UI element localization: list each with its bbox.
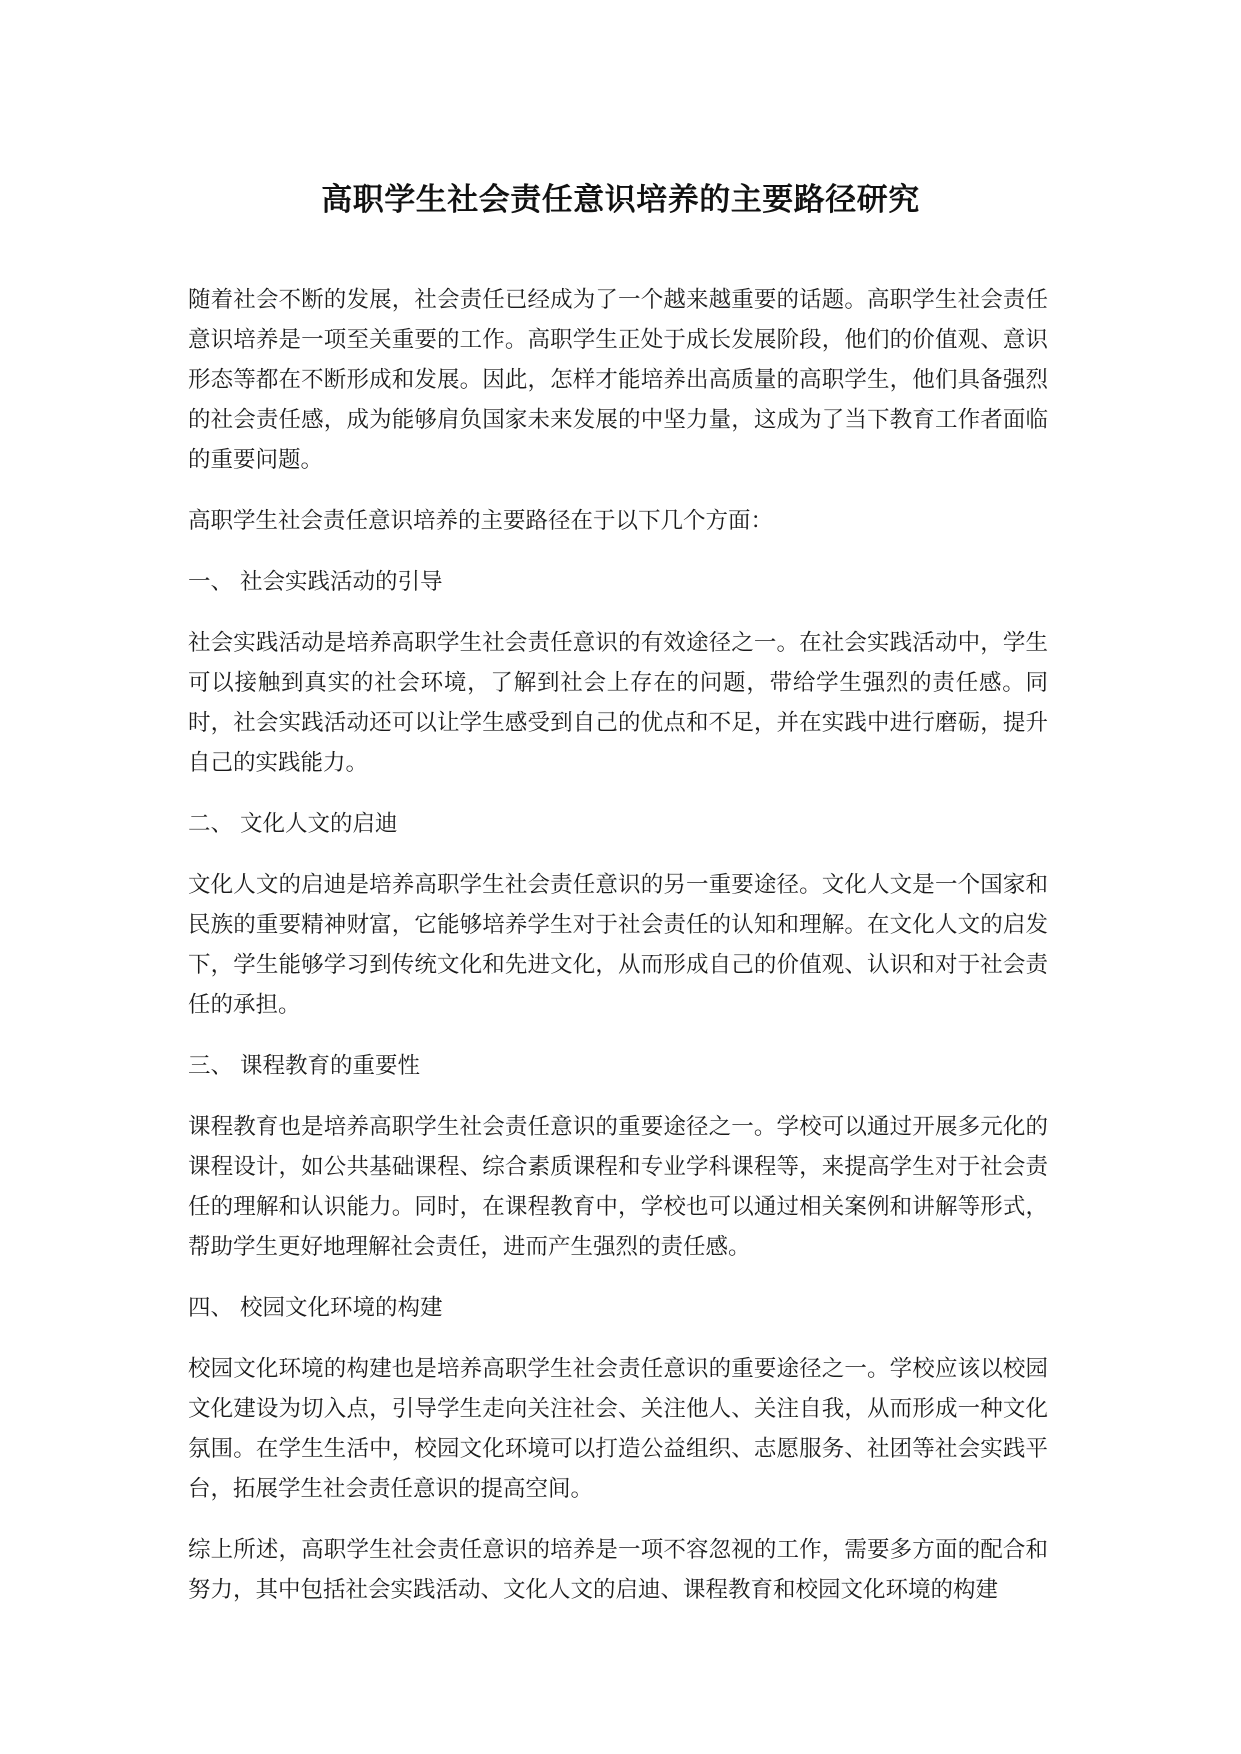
section-number: 二、 (188, 811, 234, 837)
section-paragraph-1: 社会实践活动是培养高职学生社会责任意识的有效途径之一。在社会实践活动中，学生可以接触到真实的社会环境，了解到社会上存在的问题，带给学生强烈的责任感。同时，社会实践活动还可以让学生感受到自己的优点和不足，并在实践中进行磨砺，提升自己的实践能力。 (188, 630, 1048, 776)
section-heading-2 (188, 804, 1048, 844)
section-paragraph-2: 文化人文的启迪是培养高职学生社会责任意识的另一重要途径。文化人文是一个国家和民族的重要精神财富，它能够培养学生对于社会责任的认知和理解。在文化人文的启发下，学生能够学习到传统文化和先进文化，从而形成自己的价值观、认识和对于社会责任的承担。 (188, 872, 1048, 1018)
document-body (188, 280, 1048, 1610)
section-paragraph-3: 课程教育也是培养高职学生社会责任意识的重要途径之一。学校可以通过开展多元化的课程设计，如公共基础课程、综合素质课程和专业学科课程等，来提高学生对于社会责任的理解和认识能力。同时，在课程教育中，学校也可以通过相关案例和讲解等形式，帮助学生更好地理解社会责任，进而产生强烈的责任感。 (188, 1114, 1048, 1260)
section-heading-text: 课程教育的重要性 (240, 1053, 421, 1079)
section-heading-3 (188, 1046, 1048, 1086)
conclusion-paragraph: 综上所述，高职学生社会责任意识的培养是一项不容忽视的工作，需要多方面的配合和努力，其中包括社会实践活动、文化人文的启迪、课程教育和校园文化环境的构建 (188, 1537, 1048, 1603)
section-heading-4 (188, 1288, 1048, 1328)
section-number: 一、 (188, 569, 234, 595)
section-heading-text: 文化人文的启迪 (240, 811, 398, 837)
lead-paragraph: 高职学生社会责任意识培养的主要路径在于以下几个方面： (188, 508, 774, 534)
section-heading-text: 校园文化环境的构建 (240, 1295, 443, 1321)
section-heading-text: 社会实践活动的引导 (240, 569, 443, 595)
section-heading-1 (188, 562, 1048, 602)
section-paragraph-4: 校园文化环境的构建也是培养高职学生社会责任意识的重要途径之一。学校应该以校园文化建设为切入点，引导学生走向关注社会、关注他人、关注自我，从而形成一种文化氛围。在学生生活中，校园文化环境可以打造公益组织、志愿服务、社团等社会实践平台，拓展学生社会责任意识的提高空间。 (188, 1356, 1048, 1502)
section-number: 四、 (188, 1295, 234, 1321)
intro-paragraph: 随着社会不断的发展，社会责任已经成为了一个越来越重要的话题。高职学生社会责任意识培养是一项至关重要的工作。高职学生正处于成长发展阶段，他们的价值观、意识形态等都在不断形成和发展。因此，怎样才能培养出高质量的高职学生，他们具备强烈的社会责任感，成为能够肩负国家未来发展的中坚力量，这成为了当下教育工作者面临的重要问题。 (188, 287, 1048, 473)
section-number: 三、 (188, 1053, 234, 1079)
document-title: 高职学生社会责任意识培养的主要路径研究 (321, 182, 920, 218)
